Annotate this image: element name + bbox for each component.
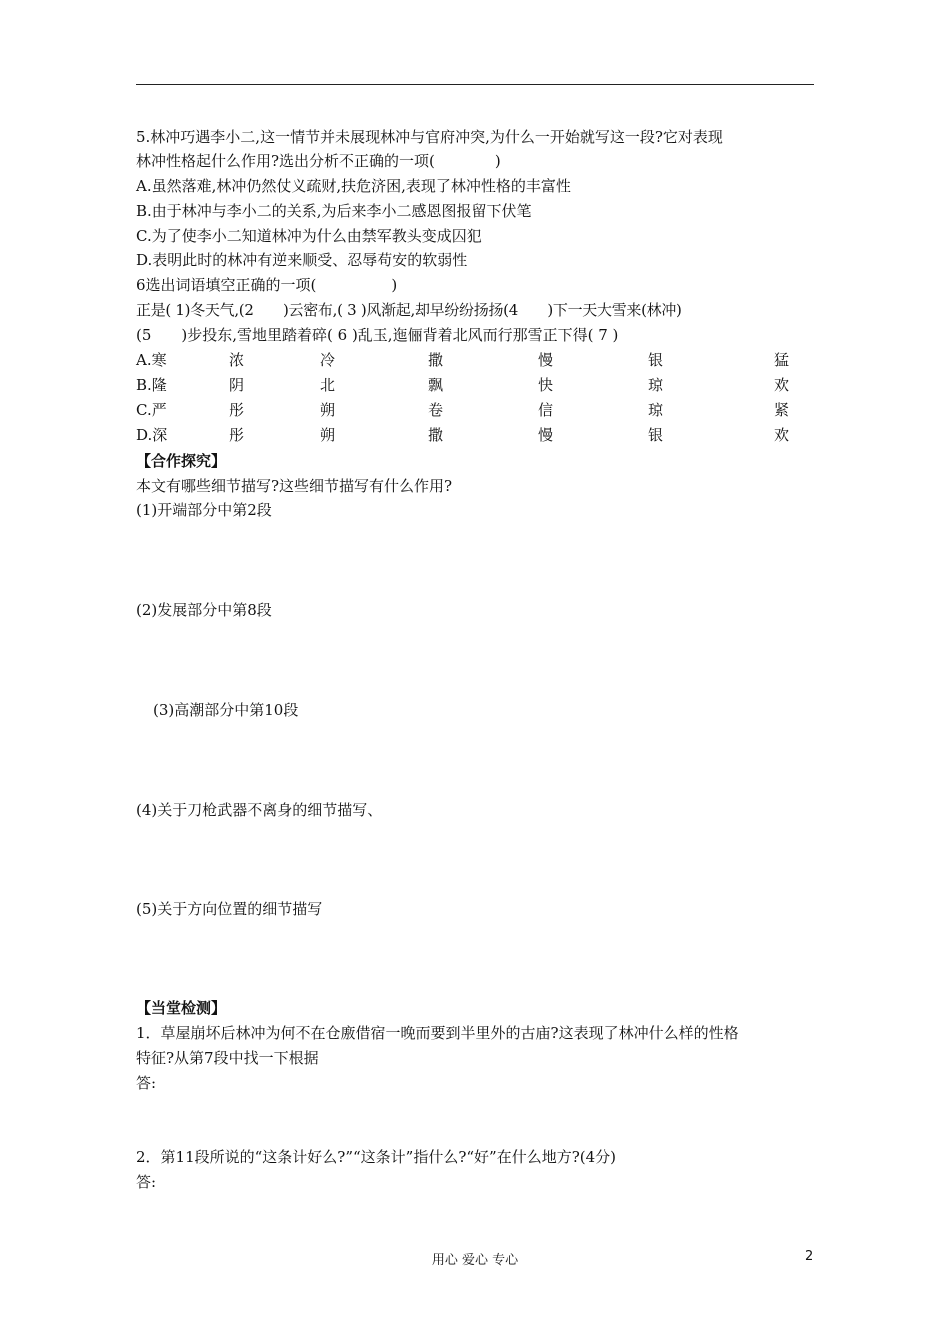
choice-cell: 银 <box>648 351 664 369</box>
page-footer: 用心 爱心 专心 <box>431 1253 519 1268</box>
option-d: D.表明此时的林冲有逆来顺受、忍辱苟安的软弱性 <box>136 251 468 269</box>
detail-item-1: (1)开端部分中第2段 <box>136 501 272 519</box>
choice-cell: 慢 <box>538 351 554 369</box>
answer-label: 答: <box>136 1074 157 1092</box>
test-question-1-line-1: 1．草屋崩坏后林冲为何不在仓廒借宿一晚而要到半里外的古庙?这表现了林冲什么样的性格 <box>136 1024 739 1042</box>
choice-cell: 琼 <box>648 401 664 419</box>
test-question-2: 2．第11段所说的“这条计好么?”“这条计”指什么?“好”在什么地方?(4分) <box>136 1148 617 1166</box>
choice-cell: 银 <box>648 426 664 444</box>
cooperation-question: 本文有哪些细节描写?这些细节描写有什么作用? <box>136 477 453 495</box>
option-c: C.为了使李小二知道林冲为什么由禁军教头变成囚犯 <box>136 227 482 245</box>
choice-cell: 飘 <box>428 376 444 394</box>
choice-cell: A.寒 <box>136 351 167 369</box>
choice-cell: 阴 <box>229 376 245 394</box>
detail-item-4: (4)关于刀枪武器不离身的细节描写、 <box>136 801 383 819</box>
choice-cell: 朔 <box>320 401 336 419</box>
option-b: B.由于林冲与李小二的关系,为后来李小二感恩图报留下伏笔 <box>136 202 532 220</box>
choice-cell: 信 <box>538 401 554 419</box>
detail-item-2: (2)发展部分中第8段 <box>136 601 272 619</box>
choice-cell: 撒 <box>428 426 444 444</box>
choice-cell: 冷 <box>320 351 336 369</box>
choice-cell: 慢 <box>538 426 554 444</box>
choice-cell: D.深 <box>136 426 168 444</box>
choice-cell: 欢 <box>774 376 790 394</box>
choice-row-c <box>136 400 816 420</box>
choice-row-b <box>136 375 816 395</box>
option-a: A.虽然落难,林冲仍然仗义疏财,扶危济困,表现了林冲性格的丰富性 <box>136 177 571 195</box>
test-question-1-line-2: 特征?从第7段中找一下根据 <box>136 1049 319 1067</box>
page-number: 2 <box>805 1249 814 1264</box>
header-rule <box>136 84 814 85</box>
answer-label: 答: <box>136 1173 157 1191</box>
question-6-passage-line-1: 正是( 1)冬天气,(2 )云密布,( 3 )风渐起,却早纷纷扬扬(4 )下一天大雪来(林冲) <box>136 301 682 319</box>
choice-cell: 北 <box>320 376 336 394</box>
choice-cell: 猛 <box>774 351 790 369</box>
choice-cell: 琼 <box>648 376 664 394</box>
detail-item-3: (3)高潮部分中第10段 <box>153 701 299 719</box>
detail-item-5: (5)关于方向位置的细节描写 <box>136 900 323 918</box>
choice-cell: 浓 <box>229 351 245 369</box>
section-heading-cooperation: 【合作探究】 <box>136 452 227 470</box>
choice-cell: 快 <box>538 376 554 394</box>
question-5-line-1: 5.林冲巧遇李小二,这一情节并未展现林冲与官府冲突,为什么一开始就写这一段?它对表现 <box>136 128 723 146</box>
choice-cell: 彤 <box>229 401 245 419</box>
choice-row-d <box>136 425 816 445</box>
choice-cell: 彤 <box>229 426 245 444</box>
choice-cell: 撒 <box>428 351 444 369</box>
choice-row-a <box>136 350 816 370</box>
choice-cell: B.隆 <box>136 376 167 394</box>
choice-cell: 紧 <box>774 401 790 419</box>
section-heading-test: 【当堂检测】 <box>136 999 227 1017</box>
choice-cell: 卷 <box>428 401 444 419</box>
question-5-line-2: 林冲性格起什么作用?选出分析不正确的一项( ) <box>136 152 501 170</box>
choice-cell: 朔 <box>320 426 336 444</box>
choice-cell: 欢 <box>774 426 790 444</box>
question-6-passage-line-2: (5 )步投东,雪地里踏着碎( 6 )乱玉,迤俪背着北风而行那雪正下得( 7 ) <box>136 326 619 344</box>
question-6-title: 6选出词语填空正确的一项( ) <box>136 276 398 294</box>
choice-cell: C.严 <box>136 401 167 419</box>
